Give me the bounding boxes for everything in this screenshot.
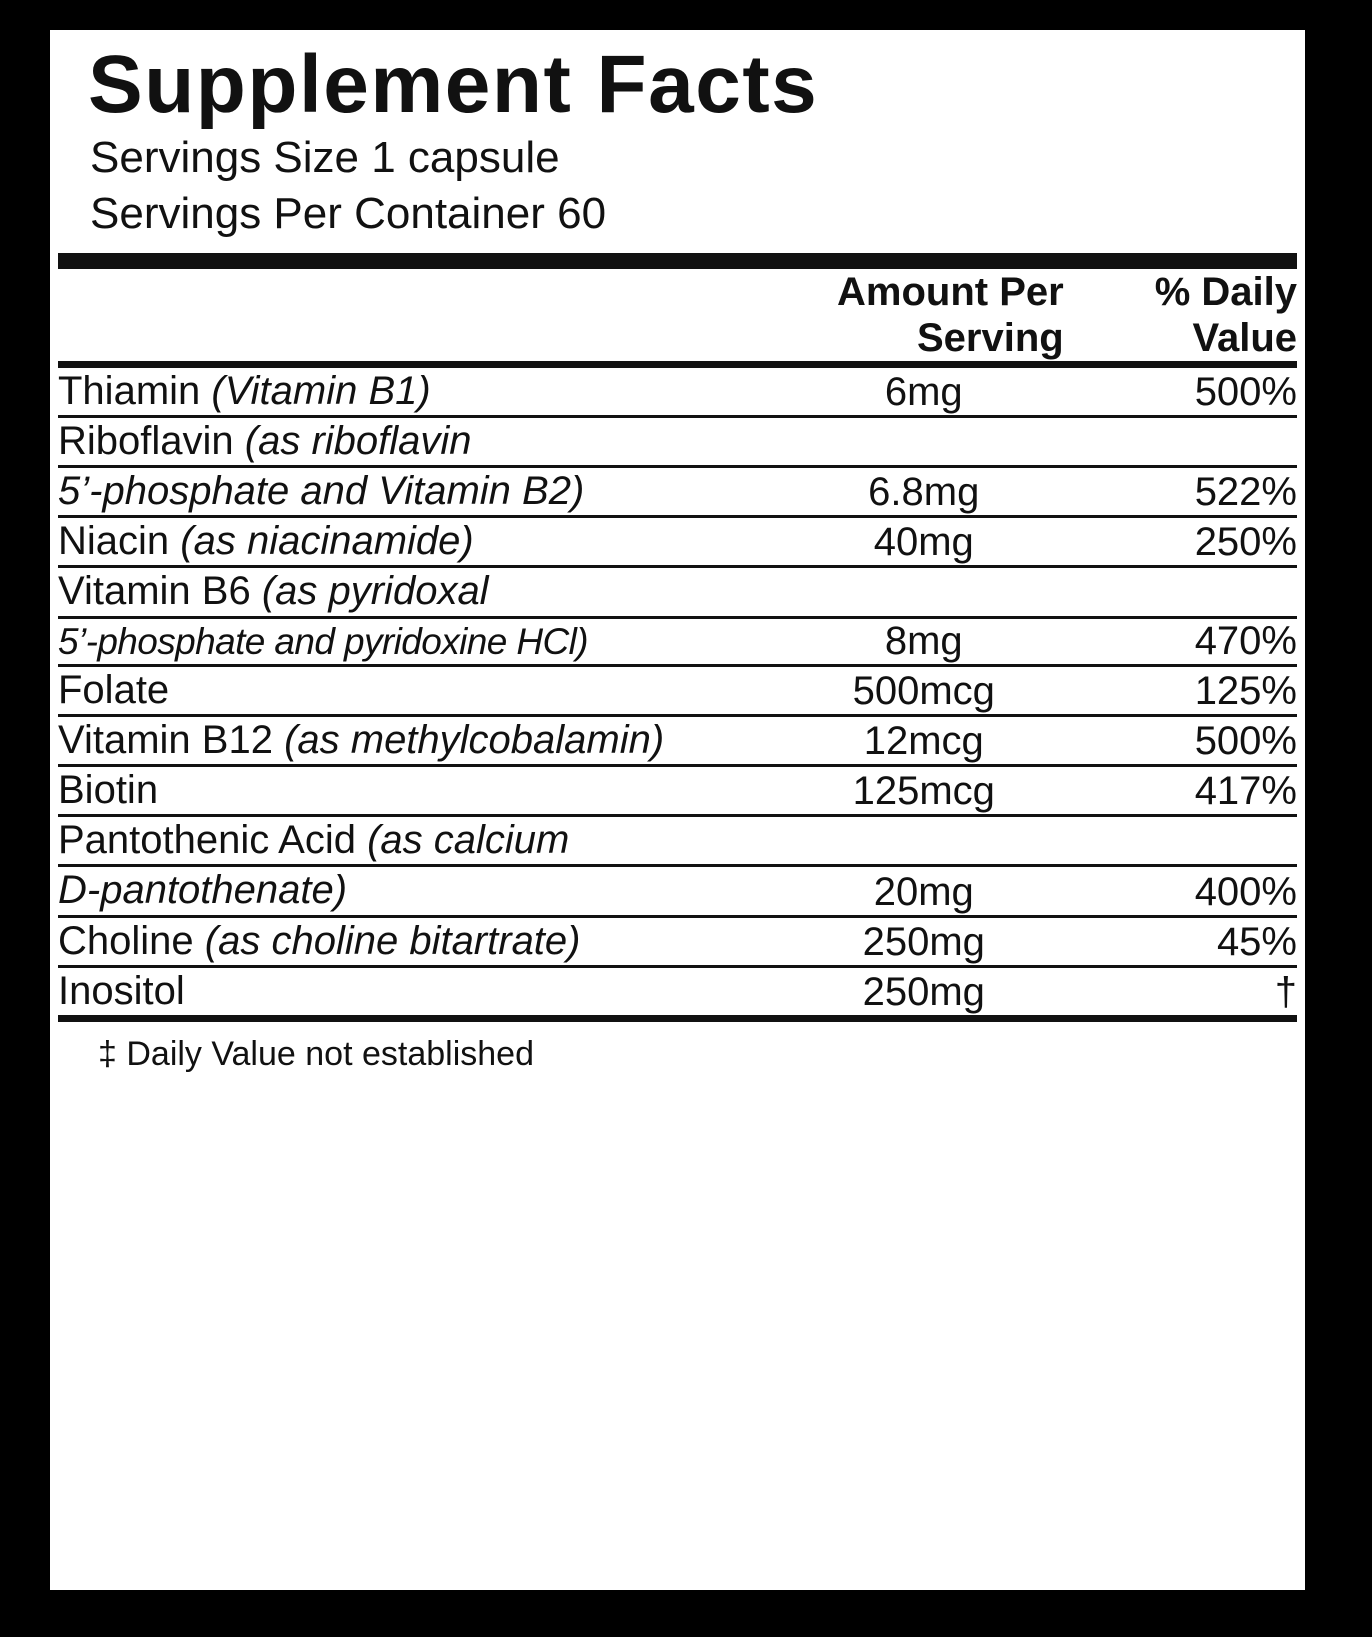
footer-divider-medium [58, 1015, 1297, 1022]
nutrient-amount: 500mcg [784, 665, 1064, 715]
nutrient-amount: 125mcg [784, 765, 1064, 815]
servings-per-container-line: Servings Per Container 60 [90, 189, 607, 239]
nutrient-daily-value [1064, 416, 1297, 466]
header-dv-line2: Value [1192, 315, 1297, 360]
supplement-facts-inner [50, 30, 1305, 1590]
nutrient-name [58, 567, 784, 617]
nutrient-daily-value [1064, 816, 1297, 866]
nutrient-rows-table [58, 368, 1297, 1015]
nutrient-name-italic: (as pyridoxal [261, 569, 489, 614]
nutrient-name [58, 517, 784, 567]
table-row [58, 567, 1297, 617]
serving-size-line: Servings Size 1 capsule [90, 133, 560, 182]
nutrient-amount: 6mg [784, 368, 1064, 417]
nutrient-name-line2-italic: D-pantothenate) [58, 868, 348, 913]
nutrient-name-italic: (as choline bitartrate) [204, 918, 581, 963]
nutrient-amount: 250mg [862, 969, 985, 1014]
page-title: Supplement Facts [88, 39, 819, 130]
nutrient-amount: 20mg [784, 866, 1064, 916]
nutrient-daily-value: 470% [1064, 617, 1297, 665]
supplement-facts-panel [50, 30, 1305, 1590]
nutrient-name-continued [58, 617, 784, 665]
nutrient-name-plain: Pantothenic Acid [58, 818, 368, 863]
nutrient-name-plain: Choline [58, 918, 205, 963]
nutrient-name-line2-italic: 5’-phosphate and Vitamin B2) [58, 469, 585, 513]
nutrient-amount [784, 416, 1064, 466]
nutrient-rows-body [58, 368, 1297, 1015]
table-row [58, 467, 1297, 517]
table-row [58, 715, 1297, 765]
nutrient-daily-value: 417% [1064, 765, 1297, 815]
table-row [58, 368, 1297, 417]
nutrient-daily-value: 522% [1064, 467, 1297, 517]
nutrient-name [58, 765, 784, 815]
header-amount-line1: Amount Per [837, 269, 1064, 314]
header-divider-medium [58, 361, 1297, 368]
nutrient-amount: 6.8mg [784, 467, 1064, 517]
nutrient-amount: 40mg [784, 517, 1064, 567]
nutrient-daily-value: 45% [1064, 916, 1297, 966]
nutrient-name [58, 665, 784, 715]
table-row [58, 617, 1297, 665]
nutrient-name-plain: Thiamin [58, 368, 212, 413]
nutrient-name-italic: (as niacinamide) [180, 519, 474, 564]
nutrient-name-continued [58, 467, 784, 517]
table-row [58, 416, 1297, 466]
footnote-daily-value: ‡ Daily Value not established [98, 1034, 534, 1073]
table-row [58, 765, 1297, 815]
nutrient-daily-value: 500% [1064, 368, 1297, 417]
header-nutrient-cell [58, 269, 784, 361]
nutrition-table [58, 269, 1297, 361]
nutrient-name-italic: (as calcium [367, 818, 570, 863]
header-amount-cell [784, 269, 1064, 361]
nutrient-name-line2-italic: 5’-phosphate and pyridoxine HCl) [58, 620, 588, 662]
nutrient-name-plain: Riboflavin [58, 418, 245, 463]
nutrient-name-italic: (as riboflavin [244, 418, 472, 463]
header-divider-thick [58, 253, 1297, 269]
table-row [58, 966, 1297, 1015]
table-row [58, 665, 1297, 715]
dagger-symbol: † [1274, 969, 1297, 1014]
table-row [58, 517, 1297, 567]
nutrient-name-plain: Vitamin B12 [58, 717, 285, 762]
nutrient-amount [784, 567, 1064, 617]
nutrient-name-continued [58, 866, 784, 916]
nutrient-name-plain: Vitamin B6 [58, 569, 262, 614]
nutrient-amount: 12mcg [784, 715, 1064, 765]
header-dv-line1: % Daily [1154, 269, 1297, 314]
nutrient-amount [784, 816, 1064, 866]
header-dv-cell [1064, 269, 1297, 361]
nutrient-name-italic: (as methylcobalamin) [284, 717, 665, 762]
header-amount-line2: Serving [916, 315, 1064, 360]
nutrient-daily-value: 125% [1064, 665, 1297, 715]
nutrient-name [58, 715, 784, 765]
nutrient-name-plain: Inositol [58, 968, 185, 1013]
nutrient-amount: 8mg [784, 617, 1064, 665]
nutrient-daily-value [1064, 966, 1297, 1015]
nutrient-name-italic: (Vitamin B1) [211, 368, 431, 413]
nutrient-daily-value: 400% [1064, 866, 1297, 916]
nutrient-name-plain: Folate [58, 667, 170, 712]
nutrient-name-plain: Biotin [58, 767, 159, 812]
table-row [58, 816, 1297, 866]
nutrient-name [58, 966, 784, 1015]
nutrient-daily-value: 500% [1064, 715, 1297, 765]
nutrient-name [58, 916, 784, 966]
nutrient-name-plain: Niacin [58, 519, 181, 564]
nutrient-name [58, 416, 784, 466]
table-row [58, 916, 1297, 966]
nutrient-name [58, 368, 784, 417]
nutrient-daily-value: 250% [1064, 517, 1297, 567]
table-row [58, 866, 1297, 916]
nutrient-daily-value [1064, 567, 1297, 617]
table-header-row [58, 269, 1297, 361]
nutrient-amount: 250mg [784, 916, 1064, 966]
nutrient-name [58, 816, 784, 866]
